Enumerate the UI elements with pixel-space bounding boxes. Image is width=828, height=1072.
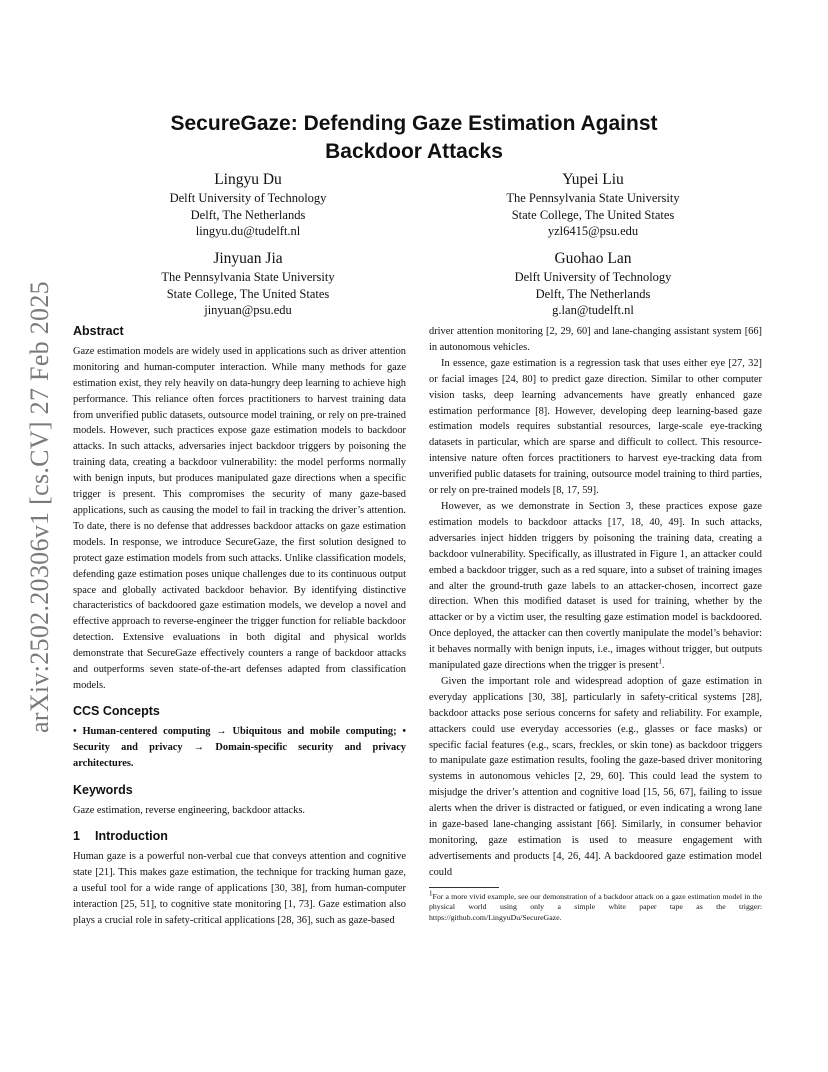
title-line-1: SecureGaze: Defending Gaze Estimation Against [170, 112, 658, 135]
intro-paragraph-3-text: However, as we demonstrate in Section 3, these practices expose gaze estimation models to backdoor attacks [17, 18, 40, 49]. In such attacks, adversaries inject hidden triggers by poisoning the training data, creating a backdoor vulnerability. Specifically, as illustrated in Figure 1, an attacker could embed a backdoor trigger, such as a red square, into a subset of training images and alter the ground-truth gaze labels to an attacker-chosen, incorrect gaze direction. When this modified dataset is used for training, whether by the attacker or by a victim user, the resulting gaze estimation model is backdoored. Once deployed, the attacker can then covertly manipulate the model’s behavior: it behaves normally with benign inputs, i.e., images without trigger, but outputs manipulated gaze directions when the trigger is present [429, 500, 762, 672]
author-name: Yupei Liu [562, 171, 624, 188]
ccs-heading: CCS Concepts [73, 703, 160, 718]
keywords-heading: Keywords [73, 783, 133, 798]
intro-paragraph-1: Human gaze is a powerful non-verbal cue that conveys attention and cognitive state [21]. This makes gaze estimation, the technique for tracking human gaze, a useful tool for a wide range of applications [30, 38], from human-computer interaction [25, 51], to cognitive state monitoring [1, 73]. Gaze estimation also plays a crucial role in safety-critical applications [28, 36], such as gaze-based [73, 851, 406, 926]
author-email: lingyu.du@tudelft.nl [195, 224, 301, 238]
author-location: Delft, The Netherlands [190, 207, 306, 222]
author-location: Delft, The Netherlands [535, 286, 651, 301]
intro-paragraph-1-continued: driver attention monitoring [2, 29, 60] and lane-changing assistant system [66] in autonomous vehicles. [429, 326, 762, 353]
arxiv-sidebar [4, 281, 76, 733]
footnote-divider [429, 887, 499, 888]
author-block-3 [108, 249, 388, 319]
author-email: jinyuan@psu.edu [204, 303, 292, 317]
intro-paragraph-2: In essence, gaze estimation is a regression task that uses either eye [27, 32] or facial images [24, 80] to predict gaze direction. Similar to other computer vision tasks, deep learning advancements have greatly enhanced gaze estimation performance [8]. However, developing deep learning-based gaze estimation models requires substantial resources, large-scale eye-tracking datasets in particular, which are sparse and difficult to collect. This resource-intensive nature often forces practitioners to harvest eye-tracking data from unverified public datasets for training, outsource model training to third parties, or rely on pre-trained models [8, 17, 59]. [429, 357, 762, 497]
author-affiliation: Delft University of Technology [169, 191, 327, 205]
author-affiliation: The Pennsylvania State University [161, 270, 335, 284]
arxiv-identifier: arXiv:2502.20306v1 [cs.CV] 27 Feb 2025 [25, 281, 55, 733]
author-affiliation: The Pennsylvania State University [506, 191, 680, 205]
footnote-mark: 1 [429, 889, 433, 898]
section-number: 1 [73, 829, 80, 844]
left-column [73, 324, 406, 929]
abstract-heading: Abstract [73, 324, 124, 338]
author-block-1 [108, 170, 388, 240]
footnote-ref: 1 [658, 657, 662, 666]
paper-title [100, 110, 728, 166]
keywords-text: Gaze estimation, reverse engineering, backdoor attacks. [73, 805, 305, 817]
author-block-4 [453, 249, 733, 319]
author-name: Lingyu Du [214, 171, 282, 188]
abstract-text: Gaze estimation models are widely used in applications such as driver attention monitoring and human-computer interaction. While many methods for gaze estimation exist, they rely heavily on data-hungry deep learning to achieve high performance. This reliance often forces practitioners to harvest training data from unverified public datasets, outsource model training, or rely on pre-trained models. However, such practices expose gaze estimation models to backdoor attacks. In such attacks, adversaries inject backdoor triggers by poisoning the training data, creating a backdoor vulnerability: the model performs normally with benign inputs, but produces manipulated gaze directions when a specific trigger is present. This compromises the security of many gaze-based applications, such as causing the model to fail in tracking the driver’s attention. To date, there is no defense that addresses backdoor attacks on gaze estimation models. In response, we introduce SecureGaze, the first solution designed to protect gaze estimation models from such attacks. Unlike classification models, defending gaze estimation poses unique challenges due to its continuous output space and globally activated backdoor behavior. By identifying distinctive characteristics of backdoored gaze estimation models, we develop a novel and effective approach to reverse-engineer the trigger function for reliable backdoor detection. Extensive evaluations in both digital and physical worlds demonstrate that SecureGaze effectively counters a range of backdoor attacks and outperforms seven state-of-the-art defenses adapted from classification models. [73, 345, 406, 691]
footnote-text: For a more vivid example, see our demonstration of a backdoor attack on a gaze estimation model in the physical world using only a simple white paper tape as the trigger: https://github.com/LingyuDu/SecureGaze. [429, 891, 762, 922]
right-column [429, 324, 762, 923]
author-block-2 [453, 170, 733, 240]
author-name: Jinyuan Jia [213, 250, 283, 267]
author-affiliation: Delft University of Technology [514, 270, 672, 284]
section-title: Introduction [95, 829, 168, 844]
author-location: State College, The United States [166, 286, 330, 301]
intro-paragraph-3: However, as we demonstrate in Section 3, these practices expose gaze estimation models to backdoor attacks [17, 18, 40, 49]. In such attacks, adversaries inject hidden triggers by poisoning the training data, creating a backdoor vulnerability. Specifically, as illustrated in Figure 1, an attacker could embed a backdoor trigger, such as a red square, into a subset of training images and alter the ground-truth gaze labels to an attacker-chosen, incorrect gaze direction. When this modified dataset is used for training, whether by the attacker or by a victim user, the resulting gaze estimation model is backdoored. Once deployed, the attacker can then covertly manipulate the model’s behavior: it behaves normally with benign inputs, i.e., images without trigger, but outputs manipulated gaze directions when the trigger is present$^1$. [429, 500, 762, 672]
author-name: Guohao Lan [554, 250, 632, 267]
author-location: State College, The United States [511, 207, 675, 222]
author-email: g.lan@tudelft.nl [552, 303, 634, 317]
footnote [429, 889, 762, 924]
intro-paragraph-4: Given the important role and widespread adoption of gaze estimation in everyday applications [30, 38], particularly in safety-critical systems [28], backdoor attacks pose serious concerns for safety and reliability. For example, attackers could use everyday accessories (e.g., glasses or face masks) or specific facial features (e.g., scars, freckles, or skin tone) as backdoor triggers to manipulate gaze estimation results, fooling the gaze-based driver monitoring systems in autonomous vehicles [2, 29, 60]. This could lead the system to misjudge the driver’s attention and cognitive load [15, 56, 67], failing to issue alerts when the driver is distracted or fatigued, or even indicating a wrong lane in gaze-based lane-changing assistant [66]. Similarly, in consumer behavior monitoring, gaze estimation is used to measure engagement with advertisements and products [4, 26, 44]. A backdoored gaze estimation model could [429, 675, 762, 878]
author-email: yzl6415@psu.edu [547, 224, 639, 238]
ccs-text: • Human-centered computing → Ubiquitous and mobile computing; • Security and privacy → Domain-specific security and privacy architectures. [73, 725, 406, 769]
introduction-heading [73, 829, 406, 845]
title-line-2: Backdoor Attacks [325, 140, 503, 163]
